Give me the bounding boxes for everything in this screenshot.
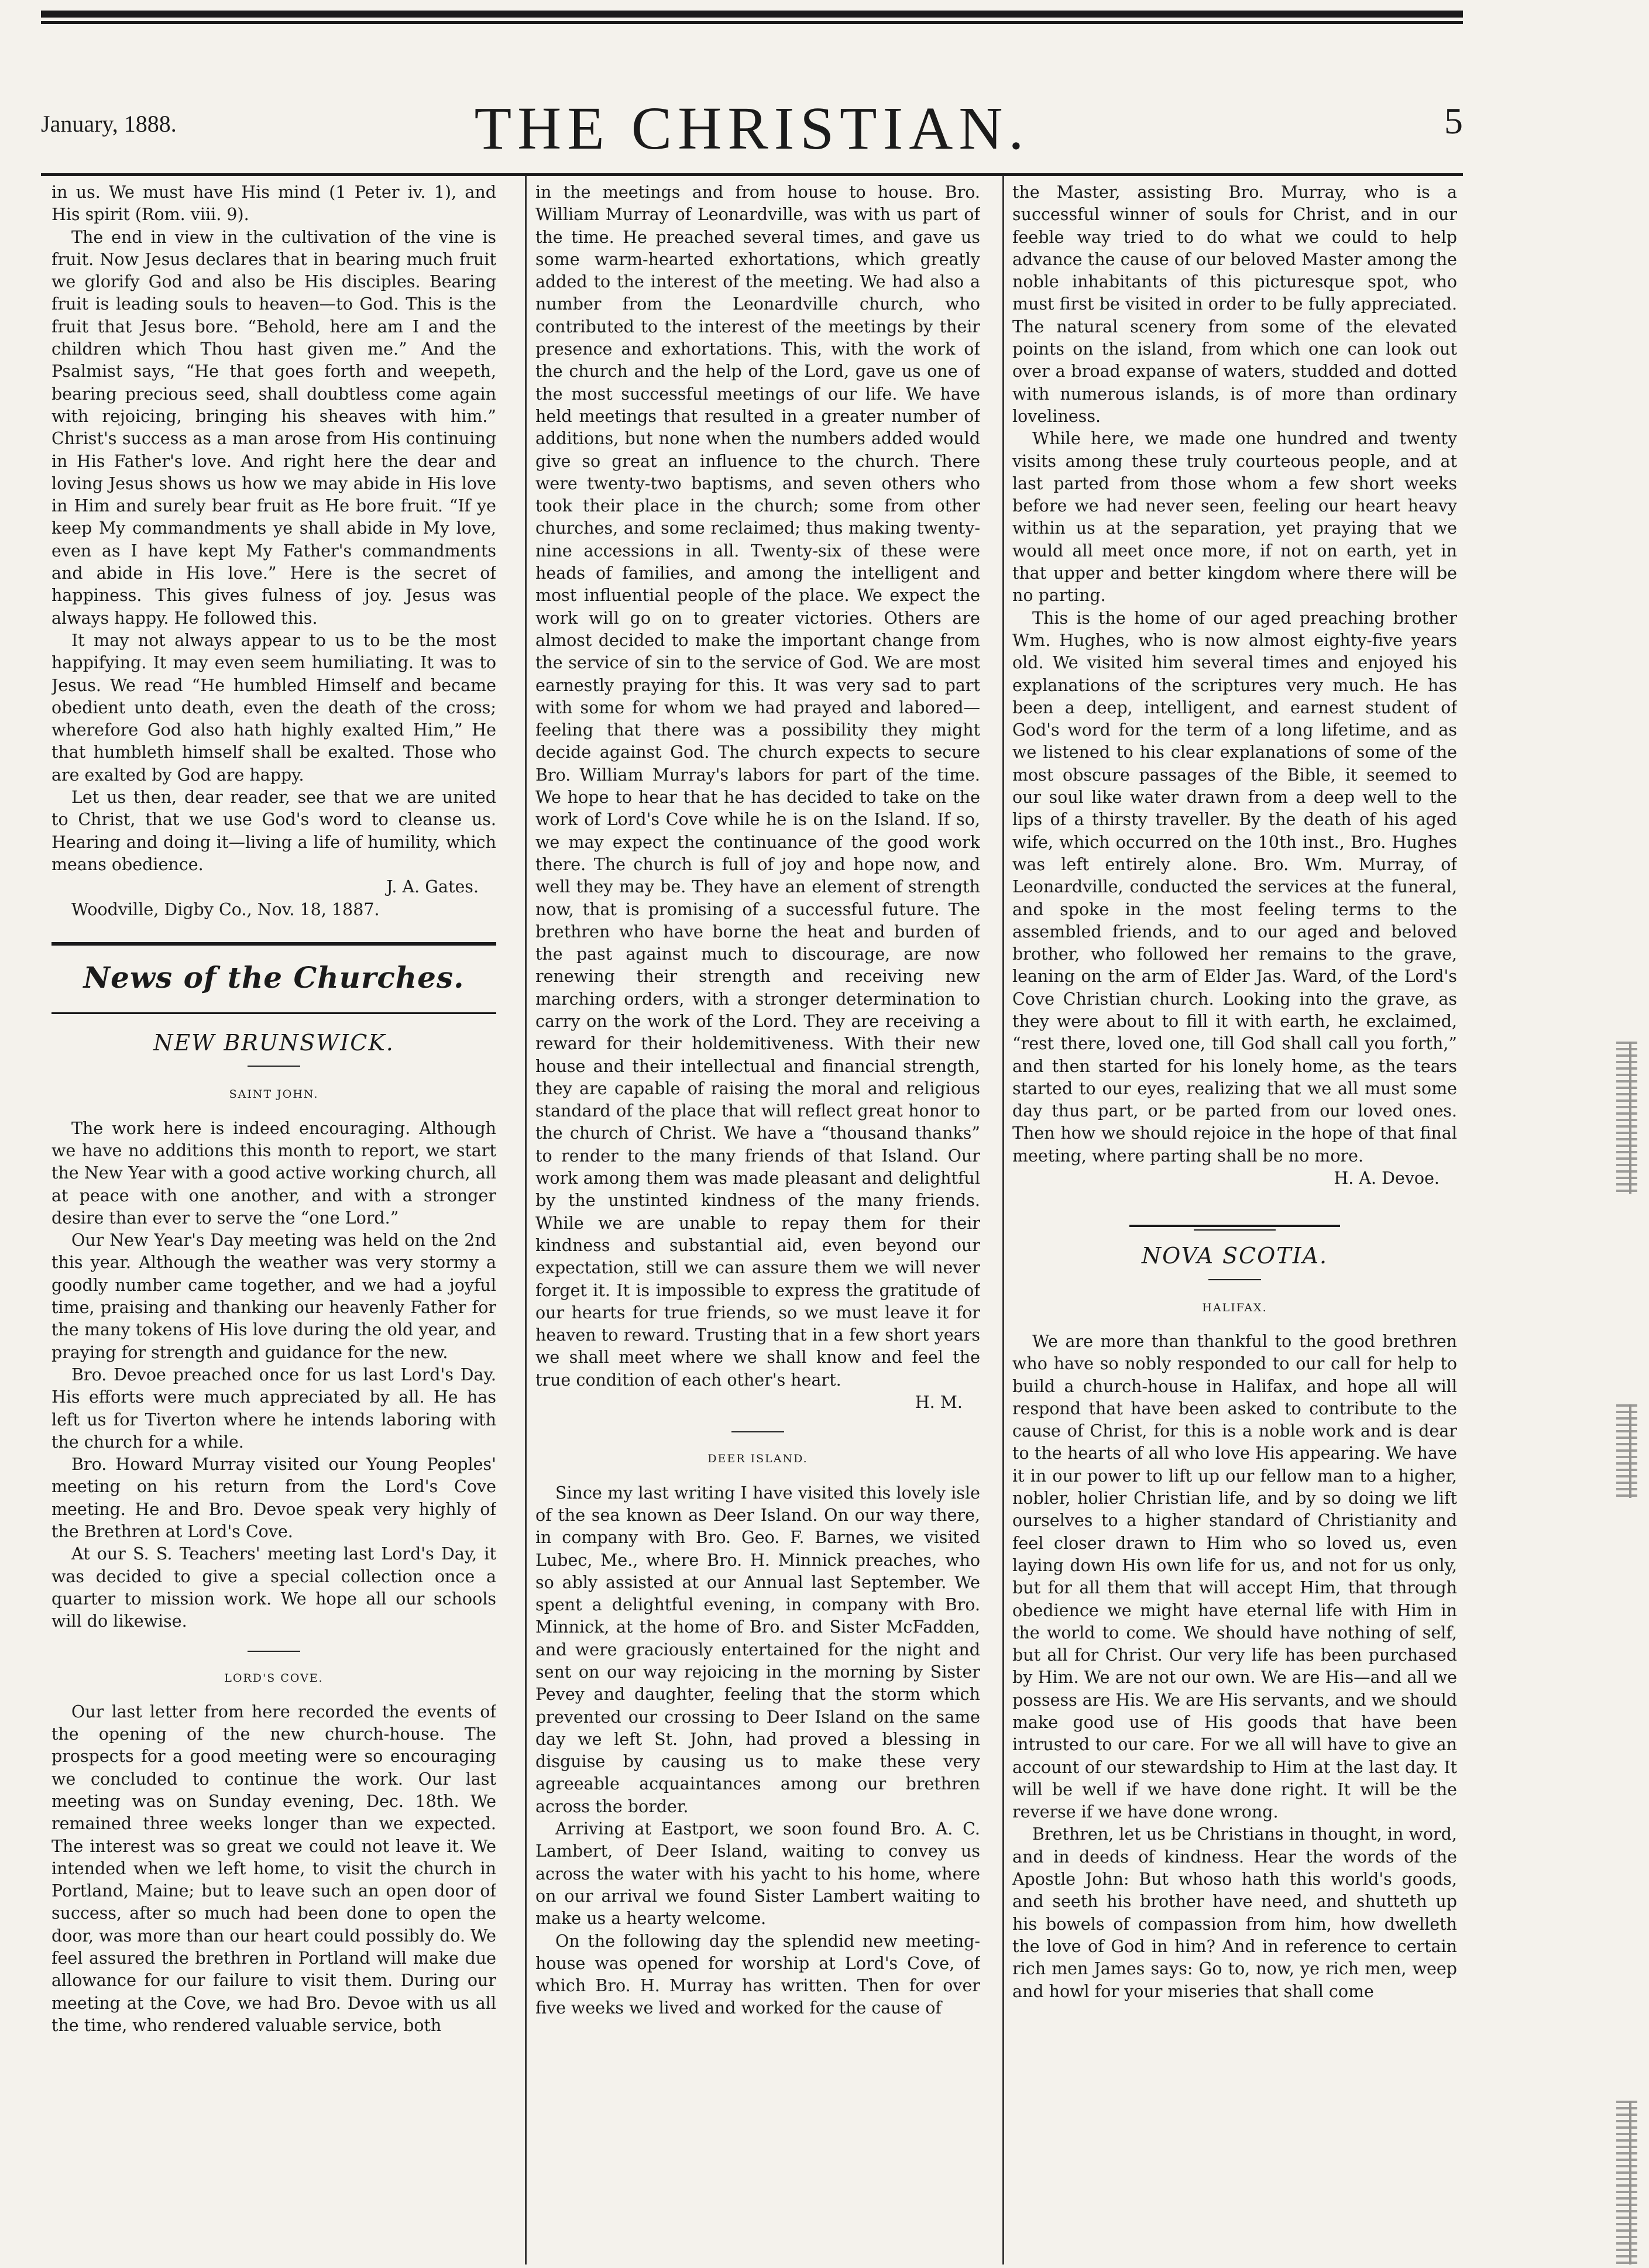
place-heading: DEER ISLAND. xyxy=(707,1452,808,1466)
article-paragraph: Bro. Howard Murray visited our Young Peoples' meeting on his return from the Lord's Cove meeting. He and Bro. Devoe speak very highly of the Brethren at Lord's Cove. xyxy=(51,1455,496,1542)
article-paragraph: Our last letter from here recorded the events of the opening of the new church-house. The prospects for a good meeting were so encouraging we concluded to continue the work. Our last meeting was on Sunday evening, Dec. 18th. We remained three weeks longer than we expected. The interest was so great we could not leave it. We intended when we left home, to visit the church in Portland, Maine; but to leave such an open door of success, after so much had been done to open the door, was more than our heart could possibly do. We feel assured the brethren in Portland will make due allowance for our failure to visit them. During our meeting at the Cove, we had Bro. Devoe with us all the time, who rendered valuable service, both xyxy=(51,1702,496,2035)
article-signature: H. A. Devoe. xyxy=(1334,1169,1440,1188)
article-paragraph: in us. We must have His mind (1 Peter iv. 1), and His spirit (Rom. viii. 9). xyxy=(51,183,496,225)
page-number: 5 xyxy=(1444,100,1463,142)
article-paragraph: The work here is indeed encouraging. Although we have no additions this month to report, we start the New Year with a good active working church, all at peace with one another, and with a stronger desire than ever to serve the “one Lord.” xyxy=(51,1118,496,1228)
article-dateline: Woodville, Digby Co., Nov. 18, 1887. xyxy=(71,899,380,919)
issue-date: January, 1888. xyxy=(41,111,177,137)
binding-edge-mark xyxy=(1616,1042,1637,1194)
column-divider xyxy=(525,176,527,2264)
article-paragraph: in the meetings and from house to house. Bro. William Murray of Leonardville, was with us part of the time. He preached several times, and gave us some warm-hearted exhortations, which greatly added to the interest of the meeting. We had also a number from the Leonardville church, who contributed to the interest of the meetings by their presence and exhortations. This, with the work of the church and the help of the Lord, gave us one of the most successful meetings of our life. We have held meetings that resulted in a greater number of additions, but none when the numbers added would give so great an influence to the church. There were twenty-two baptisms, and seven others who took their place in the church; some from other churches, and some reclaimed; thus making twenty-nine accessions in all. Twenty-six of these were heads of families, and among the intelligent and most influential people of the place. We expect the work will go on to greater victories. Others are almost decided to make the important change from the service of sin to the service of God. We are most earnestly praying for this. It was very sad to part with some for whom we had prayed and labored—feeling that there was a possibility they might decide against God. The church expects to secure Bro. William Murray's labors for part of the time. We hope to hear that he has decided to take on the work of Lord's Cove while he is on the Island. If so, we may expect the continuance of the good work there. The church is full of joy and hope now, and well they may be. They have an element of strength now, that is promising of a successful future. The brethren who have borne the heat and burden of the past against much to discourage, are now renewing their strength and receiving new marching orders, with a stronger determination to carry on the work of the Lord. They are receiving a reward for their holdemitiveness. With their new house and their intellectual and financial strength, they are capable of raising the moral and religious standard of the place that will reflect great honor to the church of Christ. We have a “thousand thanks” to render to the many friends of that Island. Our work among them was made pleasant and delightful by the unstinted kindness of the many friends. While we are unable to repay them for their kindness and substantial aid, even beyond our expectation, still we can assure them we will never forget it. It is impossible to express the gratitude of our hearts for true friends, so we must leave it for heaven to reward. Trusting that in a few short years we shall meet where we shall know and feel the true condition of each other's heart. xyxy=(535,183,980,1390)
section-header xyxy=(51,942,496,1014)
article-paragraph: Brethren, let us be Christians in thought, in word, and in deeds of kindness. Hear the words of the Apostle John: But whoso hath this world's goods, and seeth his brother have need, and shutteth up his bowels of compassion from him, how dwelleth the love of God in him? And in reference to certain rich men James says: Go to, now, ye rich men, weep and howl for your miseries that shall come xyxy=(1012,1824,1457,2001)
heading-rule xyxy=(731,1431,784,1432)
masthead xyxy=(41,95,1463,170)
column-3 xyxy=(1012,181,1457,2264)
region-heading: NEW BRUNSWICK. xyxy=(153,1030,394,1056)
article-paragraph: It may not always appear to us to be the most happifying. It may even seem humiliating. It was to Jesus. We read “He humbled Himself and became obedient unto death, even the death of the cross; wherefore God also hath highly exalted Him,” He that humbleth himself shall be exalted. Those who are exalted by God are happy. xyxy=(51,630,496,785)
binding-edge-mark xyxy=(1616,1404,1637,1498)
place-heading: SAINT JOHN. xyxy=(229,1088,319,1101)
masthead-rule xyxy=(41,173,1463,176)
heading-rule xyxy=(248,1651,300,1652)
column-1 xyxy=(51,181,496,2264)
region-heading: NOVA SCOTIA. xyxy=(1141,1243,1328,1269)
place-heading: HALIFAX. xyxy=(1202,1301,1267,1314)
decorative-rule xyxy=(1129,1225,1340,1227)
binding-edge-mark xyxy=(1616,2101,1637,2264)
article-paragraph: Since my last writing I have visited this lovely isle of the sea known as Deer Island. On our way there, in company with Bro. Geo. F. Barnes, we visited Lubec, Me., where Bro. H. Minnick preaches, who so ably assisted at our Annual last September. We spent a delightful evening, in company with Bro. Minnick, at the home of Bro. and Sister McFadden, and were graciously entertained for the night and sent on our way rejoicing in the morning by Sister Pevey and daughter, feeling that the storm which prevented our crossing to Deer Island on the same day we left St. John, had proved a blessing in disguise by causing us to make these very agreeable acquaintances among our brethren across the border. xyxy=(535,1483,980,1816)
article-paragraph: This is the home of our aged preaching brother Wm. Hughes, who is now almost eighty-five years old. We visited him several times and enjoyed his explanations of the scriptures very much. He has been a deep, intelligent, and earnest student of God's word for the term of a long lifetime, and as we listened to his clear explanations of some of the most obscure passages of the Bible, it seemed to our soul like water drawn from a deep well to the lips of a thirsty traveller. By the death of his aged wife, which occurred on the 10th inst., Bro. Hughes was left entirely alone. Bro. Wm. Murray, of Leonardville, conducted the services at the funeral, and spoke in the most feeling terms to the assembled friends, and to our aged and beloved brother, who followed her remains to the grave, leaning on the arm of Elder Jas. Ward, of the Lord's Cove Christian church. Looking into the grave, as they were about to fill it with earth, he exclaimed, “rest there, loved one, till God shall call you forth,” and then started for his lonely home, as the tears started to our eyes, realizing that we all must some day thus part, or be parted from our loved ones. Then how we should rejoice in the hope of that final meeting, where parting shall be no more. xyxy=(1012,608,1457,1166)
article-paragraph: We are more than thankful to the good brethren who have so nobly responded to our call for help to build a church-house in Halifax, and hope all will respond that have been asked to contribute to the cause of Christ, for this is a noble work and is dear to the hearts of all who love His appearing. We have it in our power to lift up our fellow man to a higher, nobler, holier Christian life, and by so doing we lift ourselves to a higher standard of Christianity and feel closer drawn to Him who so loved us, even laying down His own life for us, and not for us only, but for all them that will accept Him, that through obedience we might have eternal life with Him in the world to come. We should have nothing of self, but all for Christ. Our very life has been purchased by Him. We are not our own. We are His—and all we possess are His. We are His servants, and we should make good use of His goods that have been intrusted to our care. For we all will have to give an account of our stewardship to Him at the last day. It will be well if we have done right. It will be the reverse if we have done wrong. xyxy=(1012,1331,1457,1822)
article-paragraph: On the following day the splendid new meeting-house was opened for worship at Lord's Cove, of which Bro. H. Murray has written. Then for over five weeks we lived and worked for the cause of xyxy=(535,1931,980,2018)
column-divider xyxy=(1002,176,1004,2264)
article-paragraph: While here, we made one hundred and twenty visits among these truly courteous people, and at last parted from those whom a few short weeks before we had never seen, feeling our heart heavy within us at the separation, yet praying that we would all meet once more, if not on earth, yet in that upper and better kingdom where there will be no parting. xyxy=(1012,429,1457,606)
section-rule xyxy=(51,942,496,946)
heading-rule xyxy=(248,1066,300,1067)
section-title: News of the Churches. xyxy=(83,960,465,995)
top-border-rule xyxy=(41,11,1463,18)
article-paragraph: The end in view in the cultivation of the vine is fruit. Now Jesus declares that in bearing much fruit we glorify God and also be His disciples. Bearing fruit is leading souls to heaven—to God. This is the fruit that Jesus bore. “Behold, here am I and the children which Thou hast given me.” And the Psalmist says, “He that goes forth and weepeth, bearing precious seed, shall doubtless come again with rejoicing, bringing his sheaves with him.” Christ's success as a man arose from His continuing in His Father's love. And right here the dear and loving Jesus shows us how we may abide in His love in Him and surely bear fruit as He bore fruit. “If ye keep My commandments ye shall abide in My love, even as I have kept My Father's commandments and abide in His love.” Here is the secret of happiness. This gives fulness of joy. Jesus was always happy. He followed this. xyxy=(51,227,496,628)
article-paragraph: Our New Year's Day meeting was held on the 2nd this year. Although the weather was very stormy a goodly number came together, and we had a joyful time, praising and thanking our heavenly Father for the many tokens of His love during the old year, and praying for strength and guidance for the new. xyxy=(51,1231,496,1362)
article-paragraph: Arriving at Eastport, we soon found Bro. A. C. Lambert, of Deer Island, waiting to convey us across the water with his yacht to his home, where on our arrival we found Sister Lambert waiting to make us a hearty welcome. xyxy=(535,1819,980,1929)
newspaper-title: THE CHRISTIAN. xyxy=(474,95,1030,162)
article-paragraph: Bro. Devoe preached once for us last Lord's Day. His efforts were much appreciated by all. He has left us for Tiverton where he intends laboring with the church for a while. xyxy=(51,1365,496,1452)
section-rule xyxy=(51,1012,496,1014)
heading-rule xyxy=(1208,1279,1261,1280)
article-signature: J. A. Gates. xyxy=(386,877,479,897)
article-paragraph: At our S. S. Teachers' meeting last Lord's Day, it was decided to give a special collection once a quarter to mission work. We hope all our schools will do likewise. xyxy=(51,1544,496,1631)
column-2 xyxy=(535,181,980,2264)
top-border-rule-thin xyxy=(41,21,1463,24)
article-signature: H. M. xyxy=(915,1393,963,1413)
place-heading: LORD'S COVE. xyxy=(224,1671,324,1685)
article-paragraph: Let us then, dear reader, see that we are united to Christ, that we use God's word to cleanse us. Hearing and doing it—living a life of humility, which means obedience. xyxy=(51,788,496,874)
article-paragraph: the Master, assisting Bro. Murray, who is a successful winner of souls for Christ, and in our feeble way tried to do what we could to help advance the cause of our beloved Master among the noble inhabitants of this picturesque spot, who must first be visited in order to be fully appreciated. The natural scenery from some of the elevated points on the island, from which one can look out over a broad expanse of waters, studded and dotted with numerous islands, is of more than ordinary loveliness. xyxy=(1012,183,1457,426)
